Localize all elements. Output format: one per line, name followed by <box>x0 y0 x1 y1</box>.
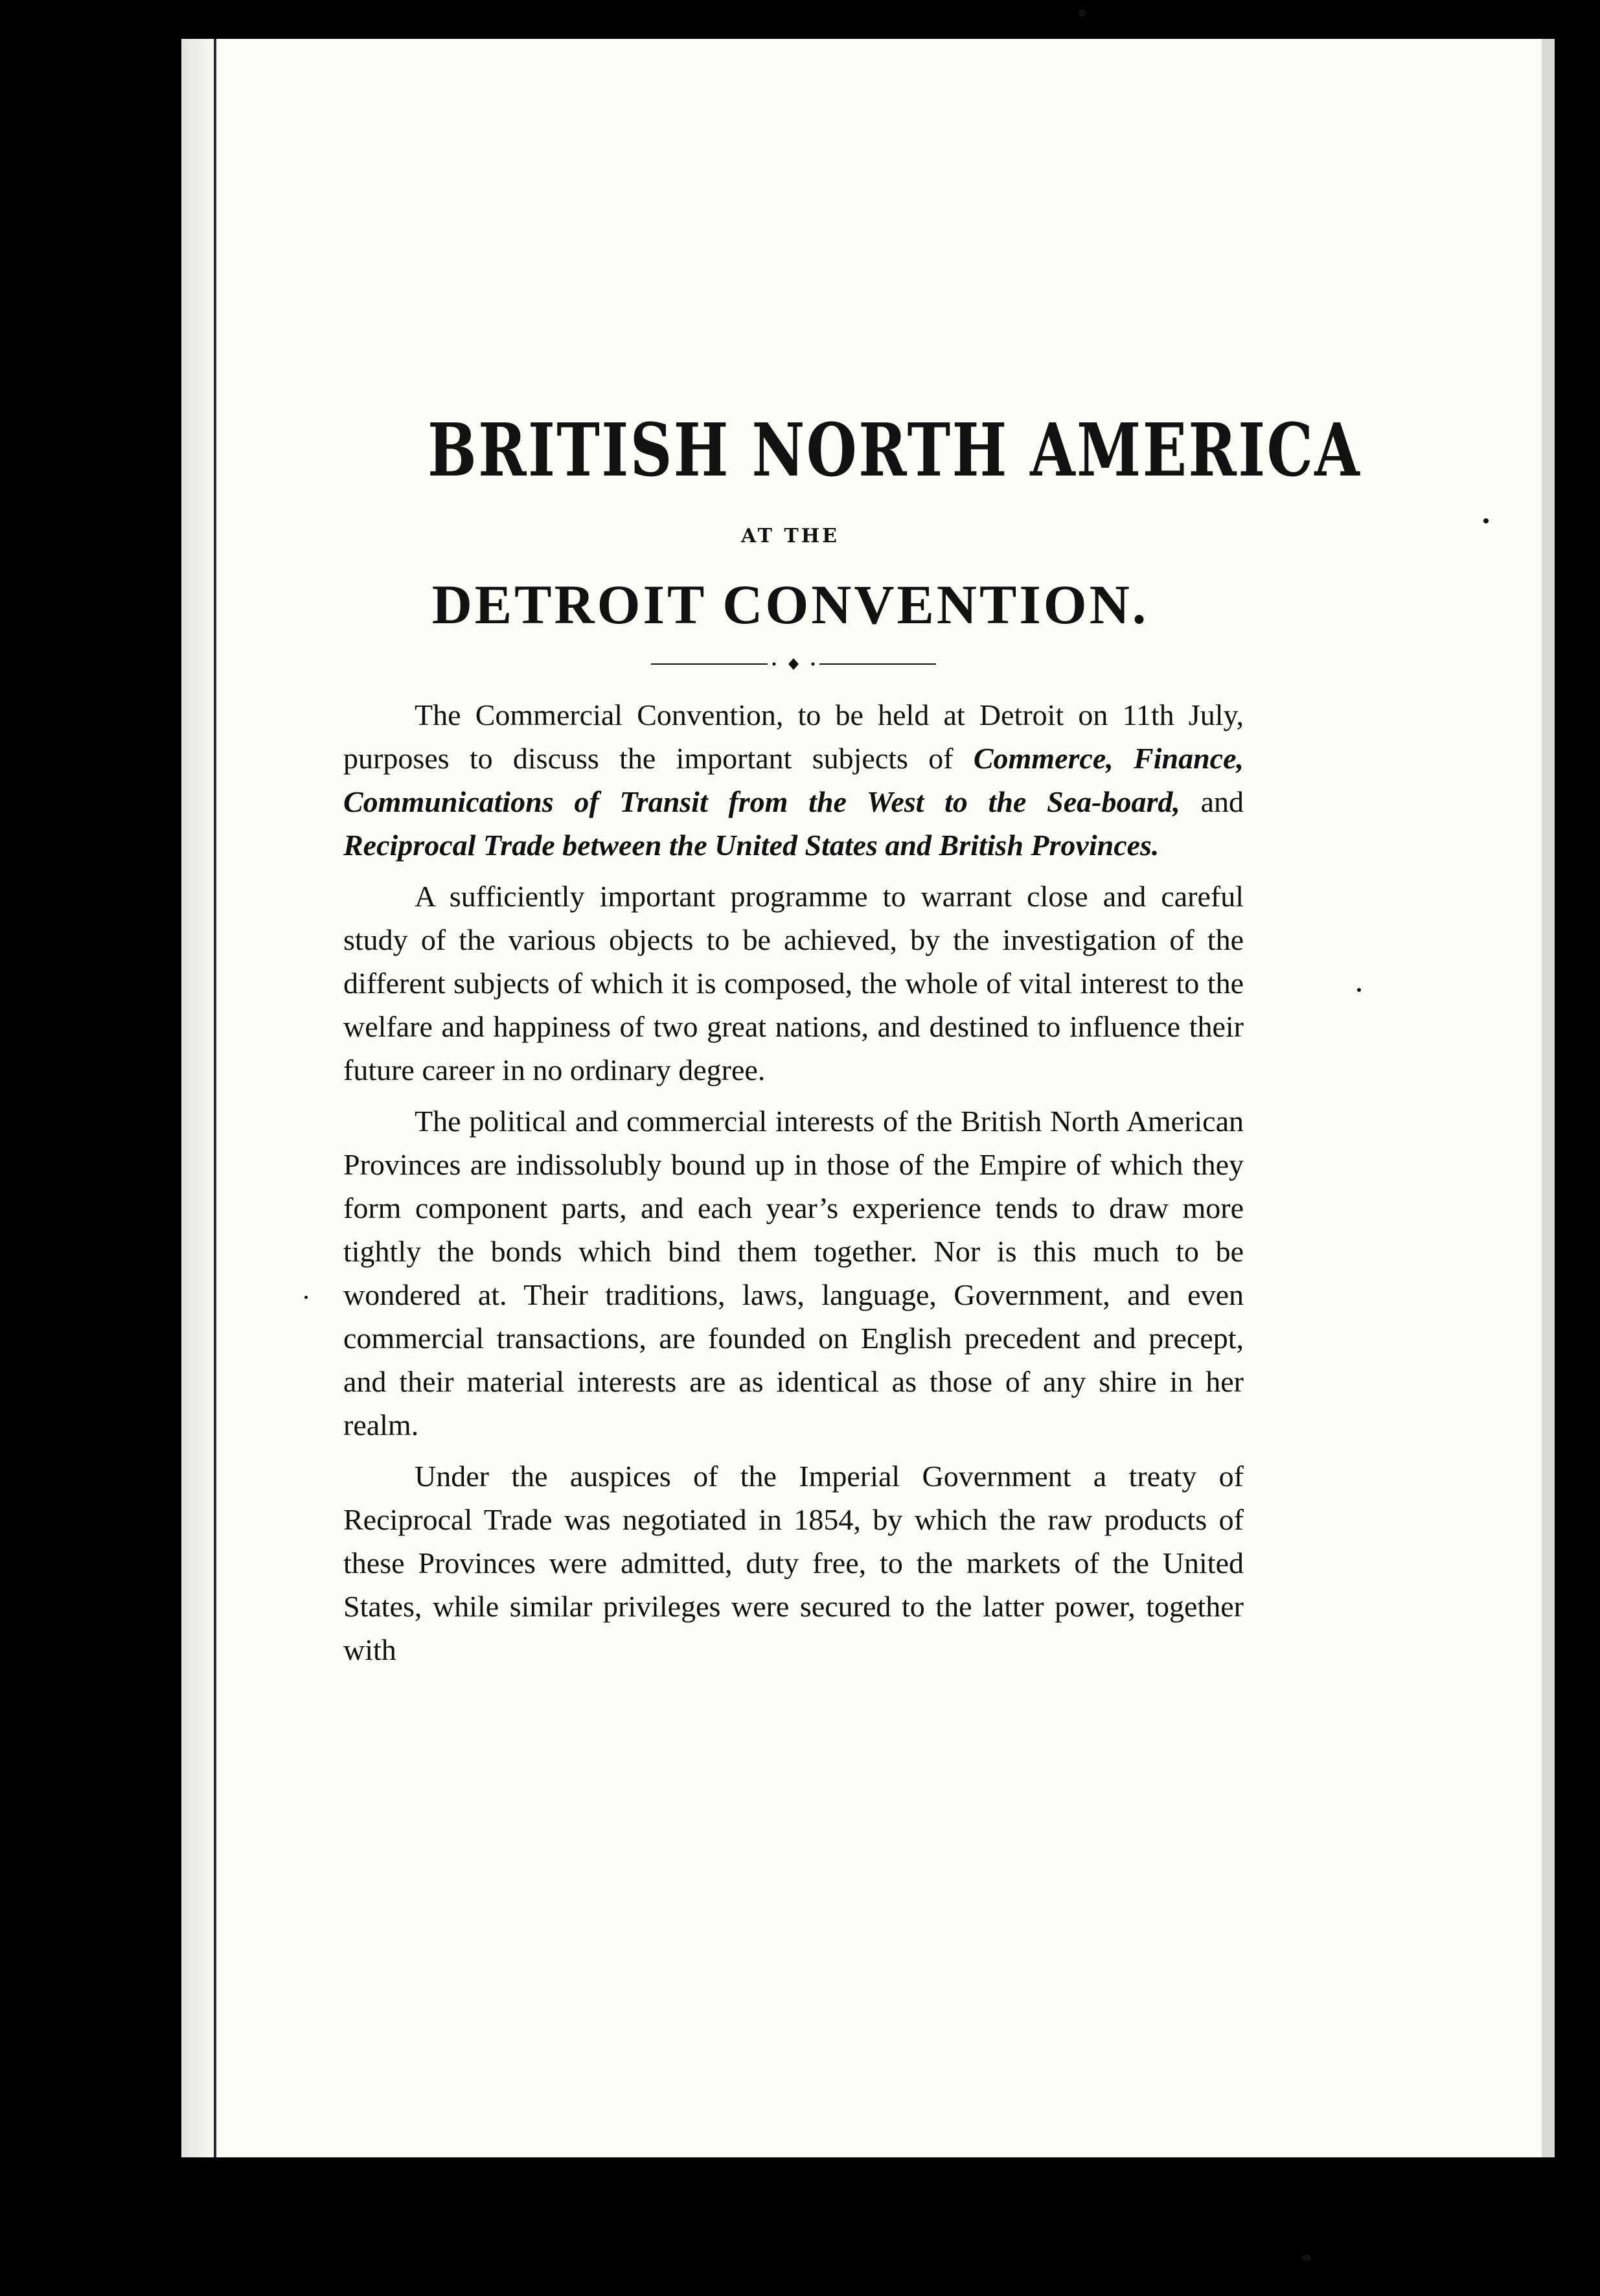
scan-speck <box>1357 988 1361 992</box>
paragraph-2 <box>343 875 1244 1092</box>
scan-speck <box>304 1296 308 1299</box>
document-subtitle: AT THE <box>741 525 840 547</box>
body-text <box>343 693 1244 1679</box>
paragraph-1-italic-subjects: Commerce, Finance, Communications of Transit from the West to the Sea-board, <box>343 742 1244 818</box>
paragraph-4 <box>343 1454 1244 1671</box>
paragraph-1-text: The Commercial Convention, to be held at Detroit on 11th July, purposes to discuss the important subjects of <box>343 698 1244 775</box>
paragraph-1 <box>343 693 1244 867</box>
paragraph-3-text: The political and commercial interests of the British North American Provinces are indissolubly bound up in those of the Empire of which they form component parts, and each year’s experience tends to draw more tightly the bonds which bind them together. Nor is this much to be wondered at. Their traditions, laws, language, Government, and even commercial transactions, are founded on English precedent and precept, and their material interests are as identical as those of any shire in her realm. <box>343 1105 1244 1441</box>
paragraph-1-italic-trade: Reciprocal Trade between the United States and British Provinces. <box>343 829 1160 862</box>
page-edge <box>1542 39 1555 2157</box>
document-title: BRITISH NORTH AMERICA <box>428 408 1362 493</box>
paragraph-3 <box>343 1099 1244 1447</box>
binding-line <box>214 39 216 2157</box>
paragraph-2-text: A sufficiently important programme to warrant close and careful study of the various objects to be achieved, by the investigation of the different subjects of which it is composed, the whole of vital interest to the welfare and happiness of two great nations, and destined to influence their future career in no ordinary degree. <box>343 880 1244 1086</box>
scan-speck <box>1302 2255 1311 2261</box>
scan-speck <box>1483 518 1489 523</box>
document-second-title: DETROIT CONVENTION. <box>431 573 1149 636</box>
paragraph-4-text: Under the auspices of the Imperial Government a treaty of Reciprocal Trade was negotiated in 1854, by which the raw products of these Provinces were admitted, duty free, to the markets of the United States, while similar privileges were secured to the latter power, together with <box>343 1460 1244 1666</box>
scan-speck <box>1079 9 1086 17</box>
paragraph-1-conjunction: and <box>1180 785 1244 818</box>
dash-dot-ornament <box>651 654 936 674</box>
